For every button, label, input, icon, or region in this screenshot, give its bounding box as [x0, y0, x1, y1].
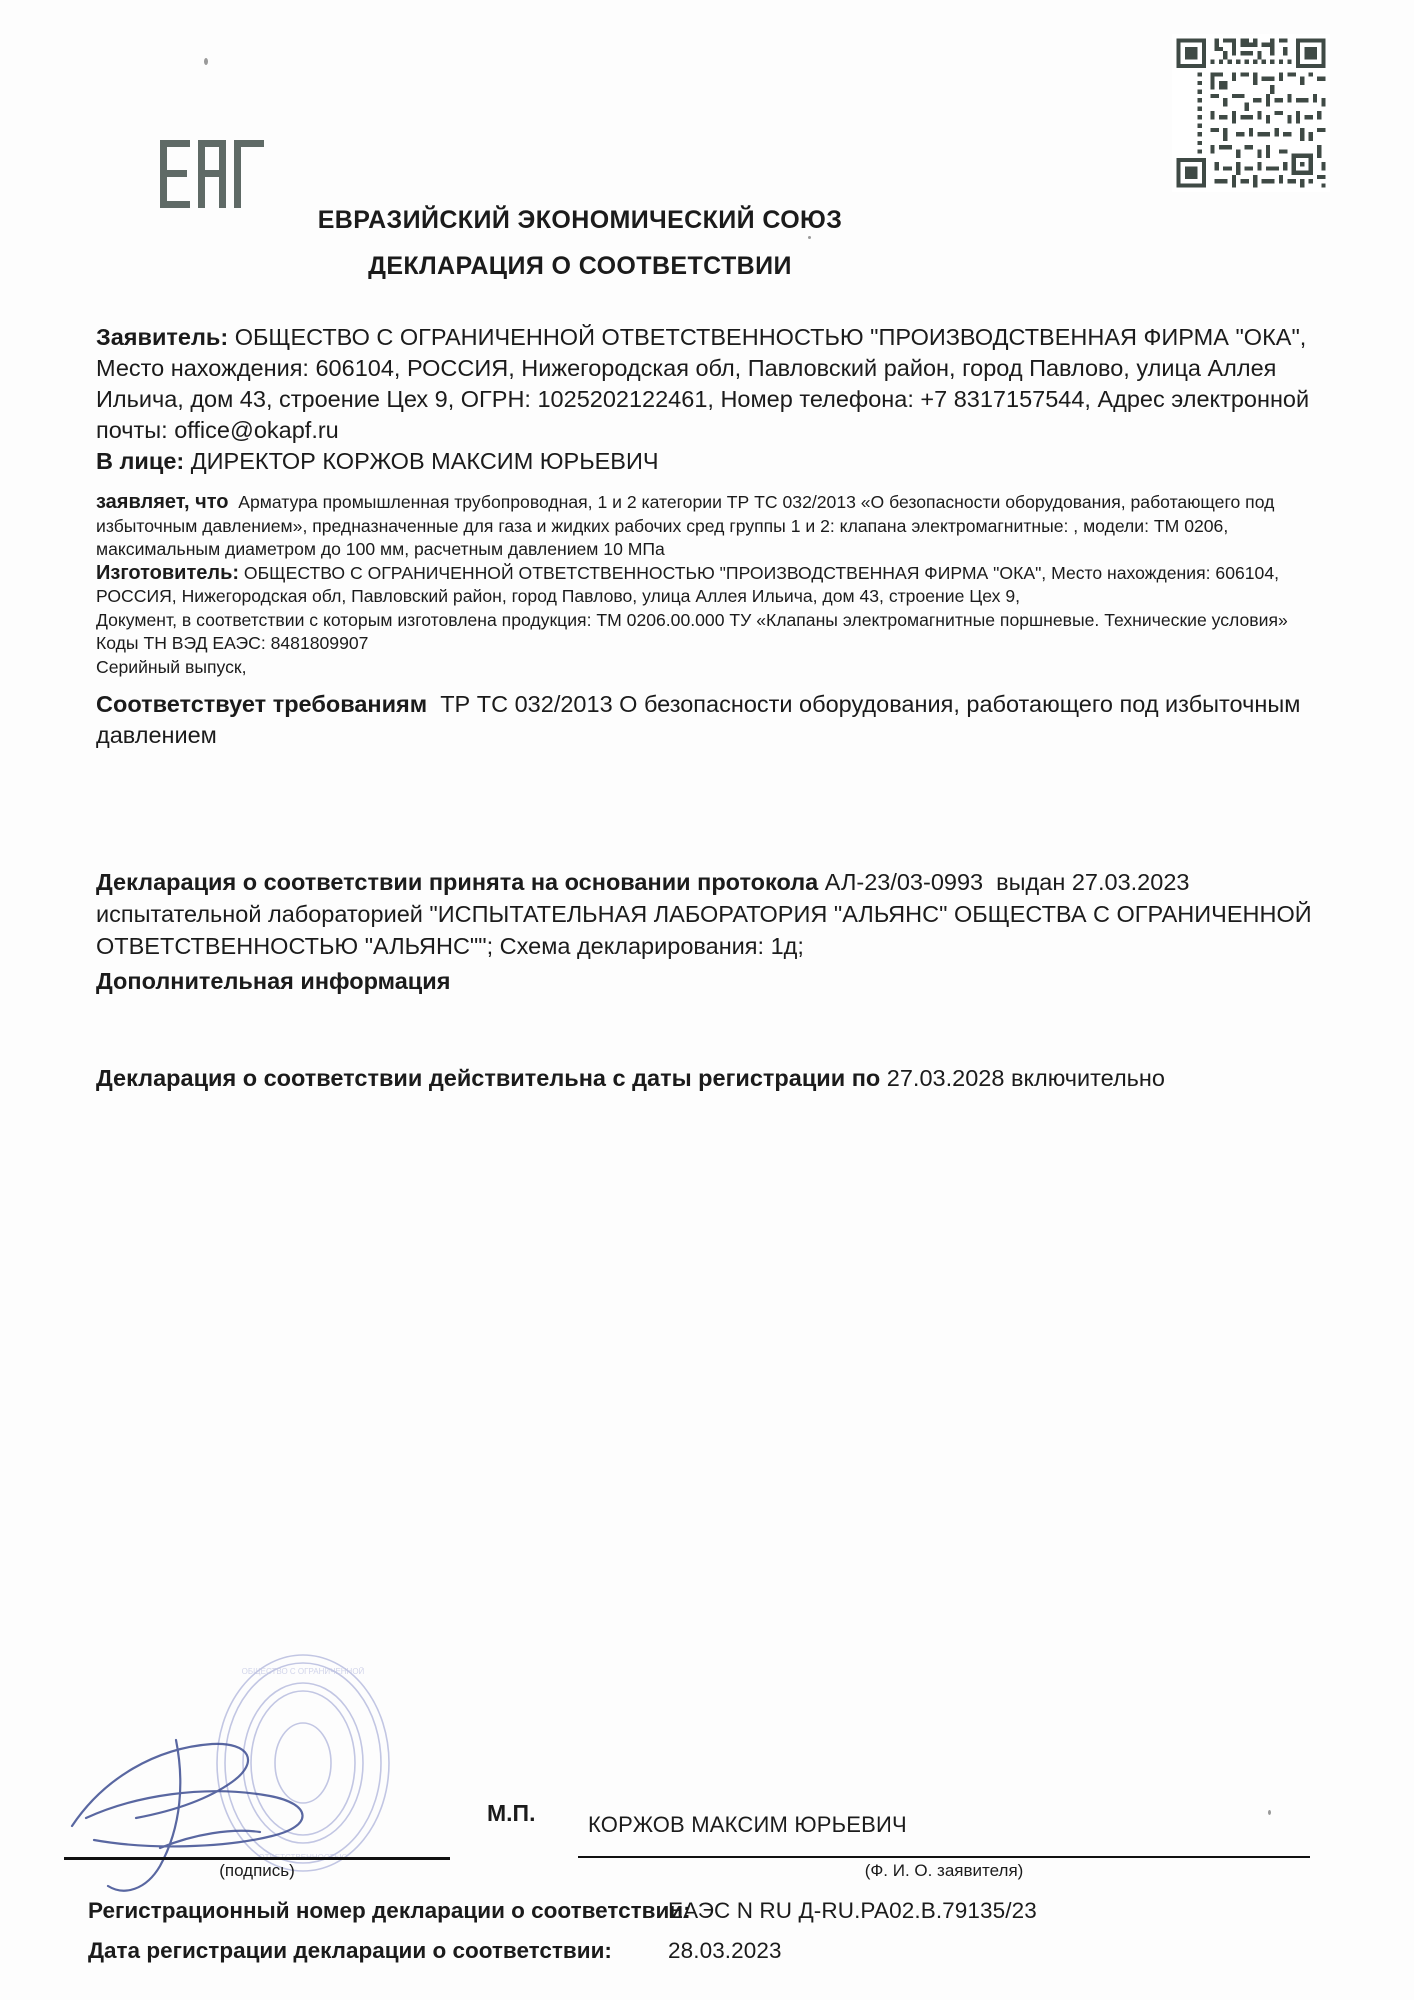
header-declaration-title: ДЕКЛАРАЦИЯ О СООТВЕТСТВИИ	[368, 252, 792, 280]
signer-name: КОРЖОВ МАКСИМ ЮРЬЕВИЧ	[588, 1812, 907, 1837]
header-eurasian-union: ЕВРАЗИЙСКИЙ ЭКОНОМИЧЕСКИЙ СОЮЗ	[317, 206, 843, 234]
validity-paragraph	[96, 1062, 1336, 1094]
manufacturer-text: ОБЩЕСТВО С ОГРАНИЧЕННОЙ ОТВЕТСТВЕННОСТЬЮ "ПРОИЗВОДСТВЕННАЯ ФИРМА "ОКА", Место нахождения: 606104, РОССИЯ, Нижегородская обл, Павловский район, город Павлово, улица Аллея Ильича, дом 43, строение Цех 9,	[96, 562, 1280, 606]
conformity-label: Соответствует требованиям	[96, 691, 428, 717]
manufacturer-paragraph	[96, 562, 1318, 609]
scan-speck	[204, 58, 208, 65]
validity-date: 27.03.2028	[886, 1065, 1005, 1091]
registration-number-value: ЕАЭС N RU Д-RU.РА02.В.79135/23	[668, 1898, 1037, 1923]
registration-number-row	[88, 1898, 1338, 1924]
representative-name: ДИРЕКТОР КОРЖОВ МАКСИМ ЮРЬЕВИЧ	[190, 448, 659, 474]
representative-label: В лице:	[96, 448, 185, 474]
representative-paragraph	[96, 446, 1318, 477]
validity-label: Декларация о соответствии действительна с даты регистрации по	[96, 1065, 881, 1091]
registration-date-row	[88, 1938, 1338, 1964]
conformity-paragraph	[96, 689, 1318, 751]
registration-date-label: Дата регистрации декларации о соответствии:	[88, 1938, 612, 1963]
basis-scheme-value: 1д;	[770, 933, 804, 959]
conformity-text: ТР ТС 032/2013 О безопасности оборудования, работающего под избыточным давлением	[96, 691, 1301, 748]
basis-issued-word: выдан	[996, 869, 1066, 895]
basis-lab-text: испытательной лабораторией "ИСПЫТАТЕЛЬНАЯ ЛАБОРАТОРИЯ "АЛЬЯНС" ОБЩЕСТВА С ОГРАНИЧЕННОЙ ОТВЕТСТВЕННОСТЬЮ "АЛЬЯНС"";	[96, 901, 1312, 959]
basis-paragraph	[96, 866, 1336, 962]
signature-rule	[64, 1857, 450, 1860]
tnved-codes-text: Коды ТН ВЭД ЕАЭС: 8481809907	[96, 633, 369, 653]
product-details-block	[96, 491, 1318, 679]
registration-number-label: Регистрационный номер декларации о соответствии:	[88, 1898, 691, 1923]
batch-type-text: Серийный выпуск,	[96, 656, 247, 677]
basis-issue-date: 27.03.2023	[1071, 869, 1190, 895]
validity-suffix: включительно	[1010, 1065, 1165, 1091]
signer-name-caption: (Ф. И. О. заявителя)	[864, 1861, 1024, 1880]
basis-scheme-label: Схема декларирования:	[499, 933, 765, 959]
signer-name-rule	[578, 1856, 1310, 1858]
stamp-place-label: М.П.	[487, 1800, 536, 1826]
applicant-paragraph	[96, 322, 1318, 446]
qr-code[interactable]	[1172, 34, 1330, 192]
eac-mark-icon	[158, 138, 270, 210]
additional-information-label: Дополнительная информация	[96, 968, 451, 994]
applicant-label: Заявитель:	[96, 324, 229, 350]
declares-paragraph	[96, 491, 1318, 562]
scan-speck	[808, 236, 811, 239]
registration-date-value: 28.03.2023	[668, 1938, 782, 1963]
applicant-text: ОБЩЕСТВО С ОГРАНИЧЕННОЙ ОТВЕТСТВЕННОСТЬЮ "ПРОИЗВОДСТВЕННАЯ ФИРМА "ОКА", Место нахождения: 606104, РОССИЯ, Нижегородская обл, Павловский район, город Павлово, улица Аллея Ильича, дом 43, строение Цех 9, ОГРН: 1025202122461, Номер телефона: +7 8317157544, Адрес электронной почты: office@okapf.ru	[96, 324, 1310, 443]
product-document-text: Документ, в соответствии с которым изготовлена продукция: ТМ 0206.00.000 ТУ «Клапаны электромагнитные поршневые. Технические условия»	[96, 609, 1288, 630]
declares-product-text: Арматура промышленная трубопроводная, 1 и 2 категории ТР ТС 032/2013 «О безопасности оборудования, работающего под избыточным давлением», предназначенные для газа и жидких рабочих сред группы 1 и 2: клапана электромагнитные: , модели: ТМ 0206, максимальным диаметром до 100 мм, расчетным давлением 10 МПа	[96, 492, 1275, 559]
scan-speck	[1268, 1810, 1271, 1815]
declares-label: заявляет, что	[96, 491, 229, 513]
declaration-body	[96, 322, 1318, 751]
manufacturer-label: Изготовитель:	[96, 561, 240, 584]
basis-label: Декларация о соответствии принята на основании протокола	[96, 869, 819, 895]
svg-text:ОБЩЕСТВО С ОГРАНИЧЕННОЙ: ОБЩЕСТВО С ОГРАНИЧЕННОЙ	[241, 1667, 365, 1676]
basis-protocol-number: АЛ-23/03-0993	[824, 869, 984, 895]
signature-caption: (подпись)	[219, 1861, 295, 1880]
